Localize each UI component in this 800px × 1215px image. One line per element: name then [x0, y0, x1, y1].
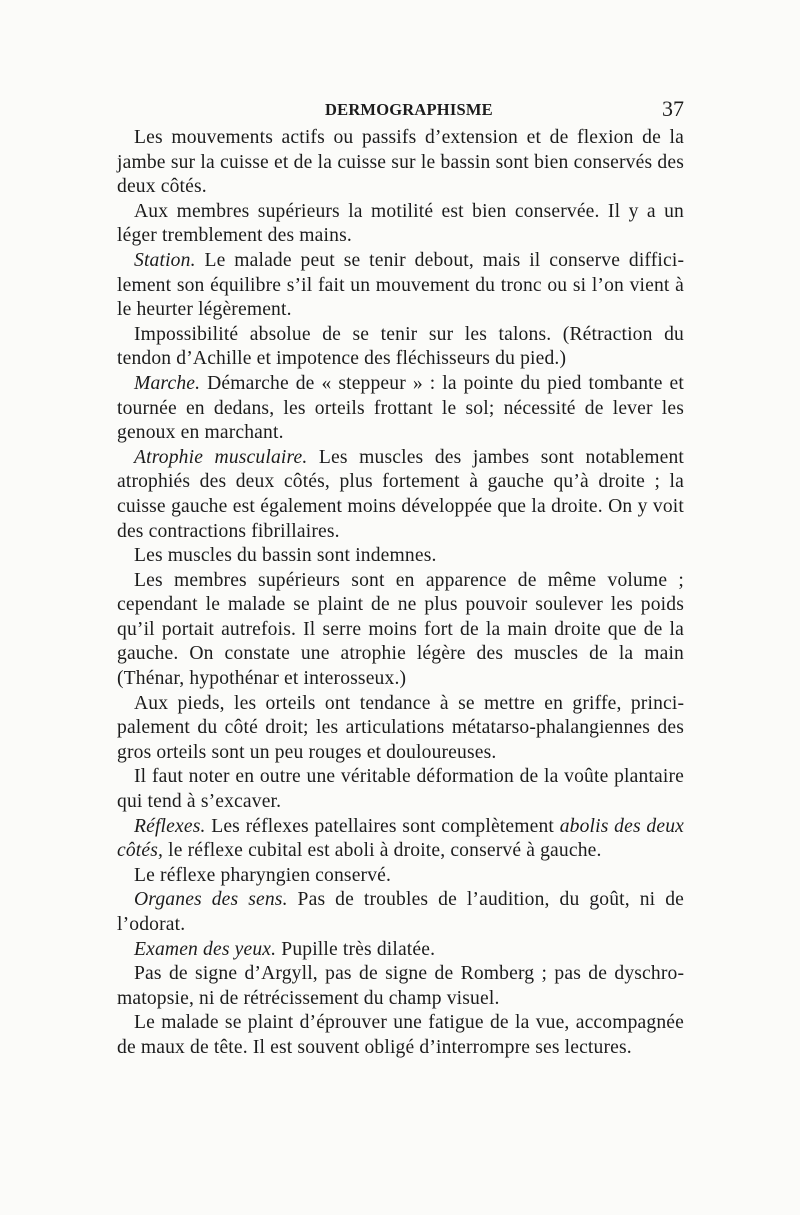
- paragraph-text: Pas de signe d’Argyll, pas de signe de Romberg ; pas de dyschromatopsie, ni de rétrécissement du champ visuel.: [117, 963, 684, 1009]
- paragraph-7: [117, 544, 684, 569]
- paragraph-15: [117, 962, 684, 1011]
- paragraph-text: Impossibilité absolue de se tenir sur les talons. (Rétraction du tendon d’Achille et impotence des fléchisseurs du pied.): [117, 323, 684, 370]
- paragraph-9: [117, 692, 684, 766]
- paragraph-text: Les mouvements actifs ou passifs d’extension et de flexion de la jambe sur la cuisse et de la cuisse sur le bassin sont bien conservés des deux côtés.: [117, 127, 684, 198]
- paragraph-text: Démarche de « steppeur » : la pointe du pied tombante et tournée en dedans, les orteils frottant le sol; nécessité de lever les genoux en marchant.: [117, 372, 684, 444]
- paragraph-10: [117, 765, 684, 814]
- paragraph-reflexes: [117, 815, 684, 864]
- paragraph-organes: [117, 888, 684, 937]
- paragraph-atrophie: [117, 446, 684, 544]
- paragraph-text: Pas de troubles de l’audition, du goût, ni de l’odorat.: [117, 889, 684, 935]
- paragraph-text: Les réflexes patellaires sont complètement: [205, 815, 560, 837]
- paragraph-2: [117, 200, 684, 249]
- paragraph-station: [117, 249, 684, 323]
- paragraph-text: Le réflexe pharyngien conservé.: [134, 864, 392, 886]
- paragraph-1: [117, 126, 684, 200]
- text-body: [117, 126, 684, 1061]
- paragraph-text: Le malade peut se tenir debout, mais il conserve difficilement son équilibre s’il fait un mouvement du tronc ou si l’on vient à le heurter légèrement.: [117, 249, 684, 321]
- paragraph-examen: [117, 938, 684, 963]
- paragraph-8: [117, 569, 684, 692]
- paragraph-text: le réflexe cubital est aboli à droite, conservé à gauche.: [163, 840, 602, 862]
- paragraph-4: [117, 323, 684, 372]
- rubric-examen: Examen des yeux.: [134, 938, 277, 960]
- paragraph-text: Pupille très dilatée.: [276, 938, 436, 960]
- rubric-marche: Marche.: [134, 372, 201, 394]
- running-title: DERMOGRAPHISME: [325, 100, 493, 119]
- paragraph-12: [117, 864, 684, 889]
- running-head: [117, 98, 684, 122]
- page-number: 37: [662, 96, 684, 121]
- paragraph-text: Il faut noter en outre une véritable déformation de la voûte plantaire qui tend à s’excaver.: [117, 766, 684, 813]
- emphasis-abolis: abolis des deux côtés,: [117, 815, 684, 862]
- rubric-station: Station.: [134, 249, 196, 271]
- paragraph-text: Le malade se plaint d’éprouver une fatigue de la vue, accompagnée de maux de tête. Il est souvent obligé d’interrompre ses lectures.: [117, 1012, 684, 1058]
- rubric-reflexes: Réflexes.: [134, 815, 206, 837]
- paragraph-16: [117, 1011, 684, 1060]
- paragraph-text: Les muscles du bassin sont indemnes.: [134, 545, 437, 567]
- paragraph-marche: [117, 372, 684, 446]
- paragraph-text: Aux pieds, les orteils ont tendance à se mettre en griffe, principalement du côté droit; les articulations métatarso-phalangiennes des gros orteils sont un peu rouges et douloureuses.: [117, 692, 684, 763]
- paragraph-text: Les membres supérieurs sont en apparence de même volume ; cependant le malade se plaint de ne plus pouvoir soulever les poids qu’il portait autrefois. Il serre moins fort de la main droite que de la gauche. On constate une atrophie légère des muscles de la main (Thénar, hypothénar et interosseux.): [117, 569, 684, 690]
- rubric-organes: Organes des sens.: [134, 889, 288, 911]
- rubric-atrophie: Atrophie musculaire.: [134, 446, 308, 468]
- paragraph-text: Les muscles des jambes sont notablement atrophiés des deux côtés, plus fortement à gauche qu’à droite ; la cuisse gauche est également moins développée que la droite. On y voit des contractions fibrillaires.: [117, 446, 685, 542]
- paragraph-text: Aux membres supérieurs la motilité est bien conservée. Il y a un léger tremblement des mains.: [117, 200, 684, 247]
